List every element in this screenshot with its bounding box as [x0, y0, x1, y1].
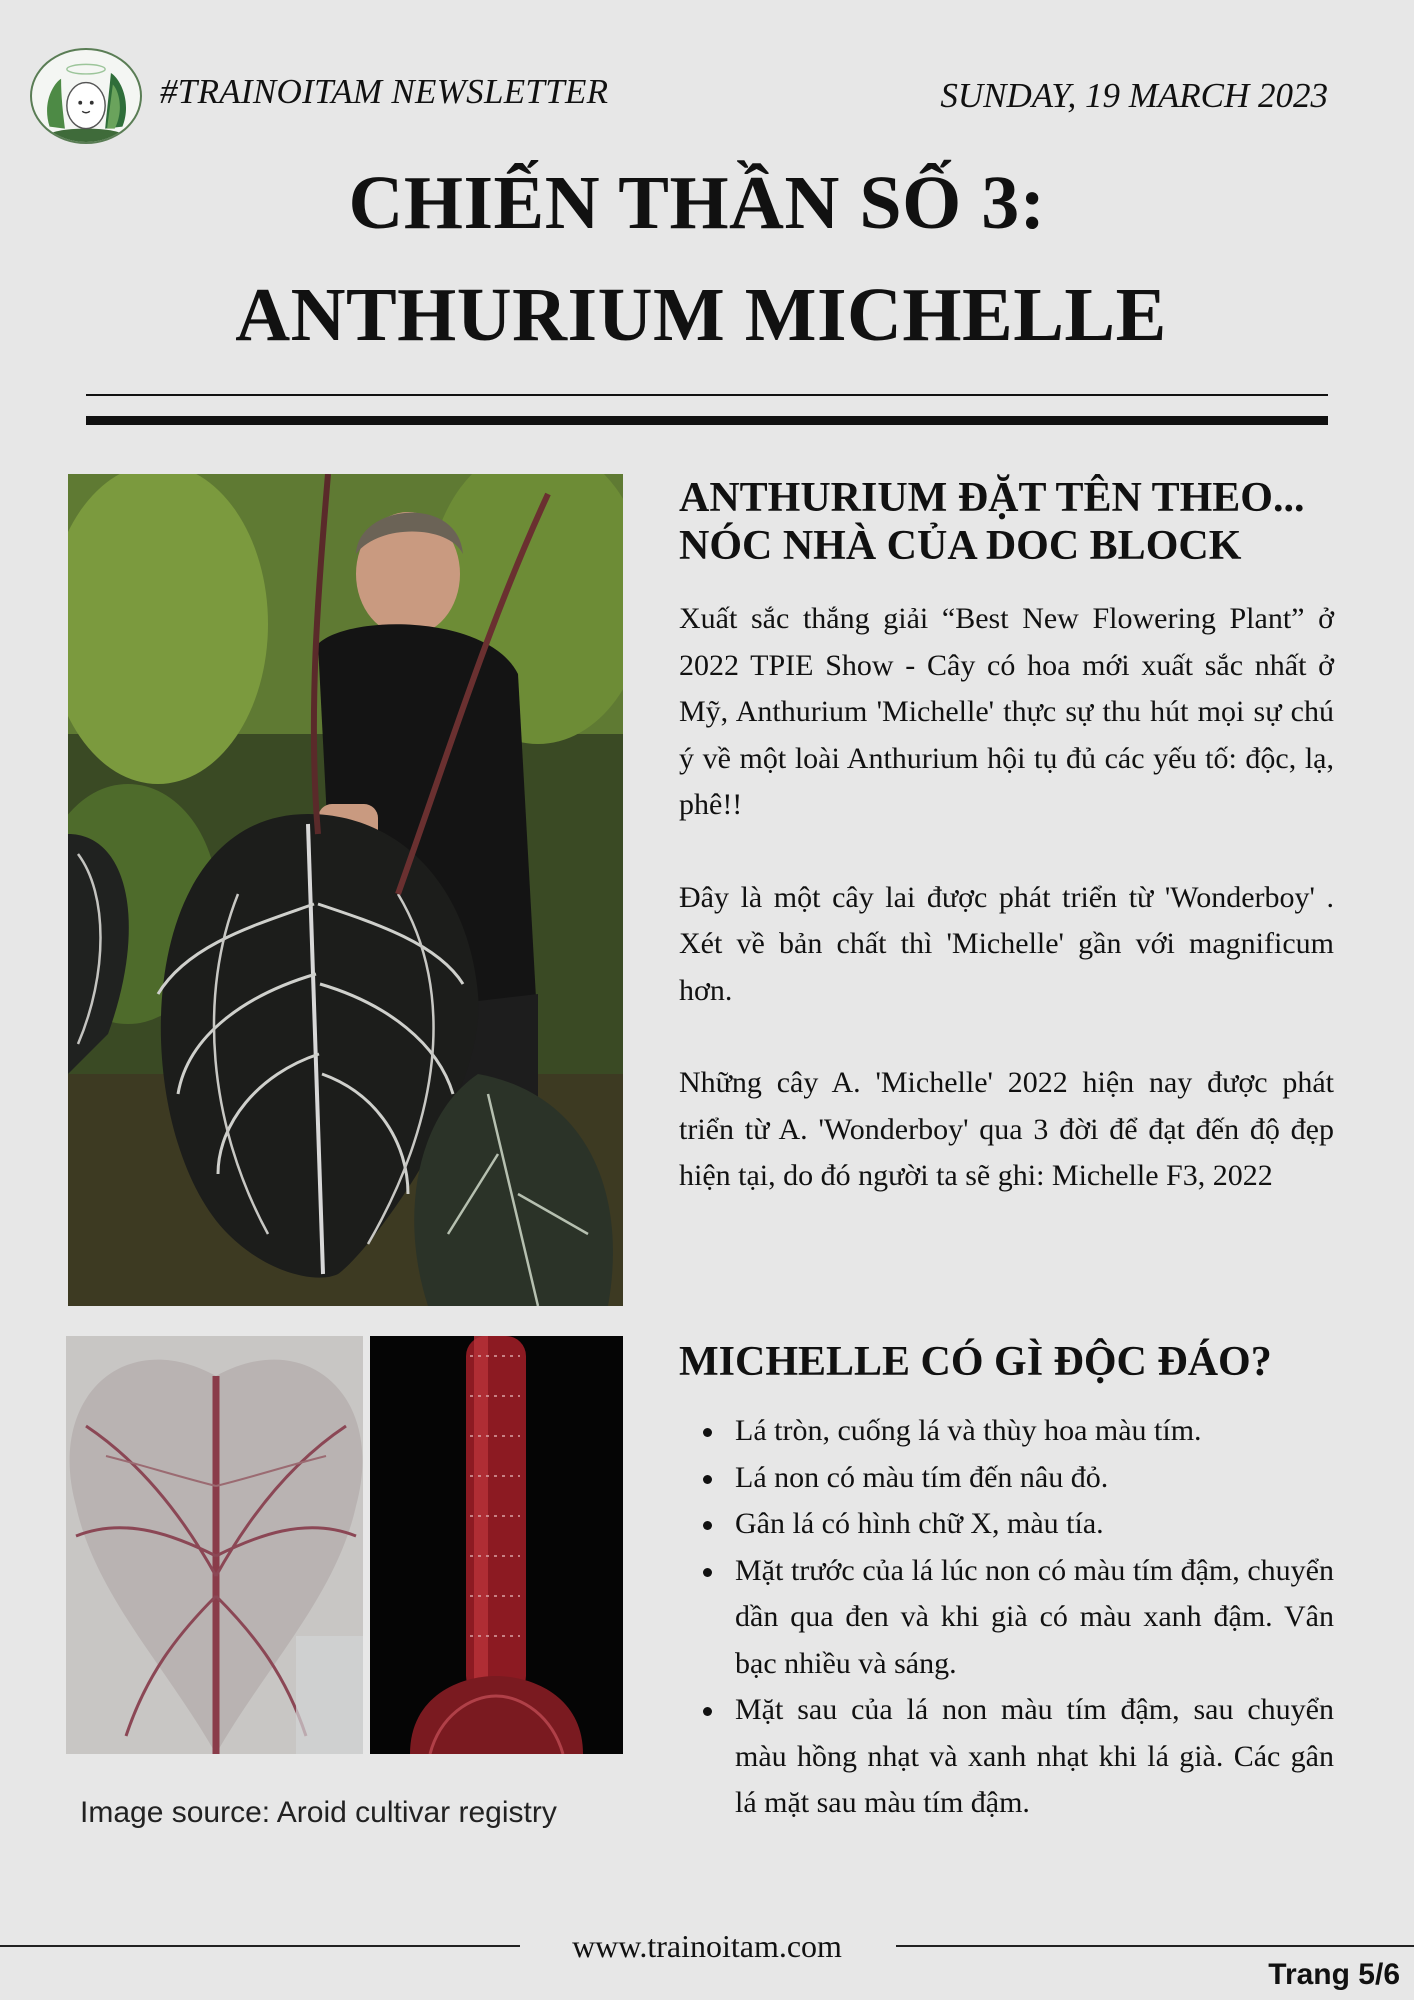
feature-list — [679, 1408, 1334, 1827]
man-with-anthurium-photo — [68, 474, 623, 1306]
list-item: Mặt sau của lá non màu tím đậm, sau chuyển màu hồng nhạt và xanh nhạt khi lá già. Các gân lá mặt sau màu tím đậm. — [679, 1687, 1334, 1827]
list-item: Gân lá có hình chữ X, màu tía. — [679, 1501, 1334, 1548]
section-heading-line-1: ANTHURIUM ĐẶT TÊN THEO... — [679, 475, 1305, 521]
plant-logo-icon — [30, 48, 142, 144]
title-rule-thick — [86, 416, 1328, 425]
paragraph: Xuất sắc thắng giải “Best New Flowering Plant” ở 2022 TPIE Show - Cây có hoa mới xuất sắc nhất ở Mỹ, Anthurium 'Michelle' thực sự thu hút mọi sự chú ý về một loài Anthurium hội tụ đủ các yếu tố: độc, lạ, phê!! — [679, 602, 1334, 821]
newsletter-name: #TRAINOITAM NEWSLETTER — [160, 72, 609, 111]
section-body — [679, 596, 1334, 1246]
title-rule-thin — [86, 394, 1328, 396]
list-item: Mặt trước của lá lúc non có màu tím đậm, chuyển dần qua đen và khi già có màu xanh đậm. Vân bạc nhiều và sáng. — [679, 1548, 1334, 1688]
section-heading-line-2: NÓC NHÀ CỦA DOC BLOCK — [679, 523, 1242, 569]
page-number: Trang 5/6 — [1268, 1958, 1400, 1991]
issue-date: SUNDAY, 19 MARCH 2023 — [940, 76, 1328, 115]
red-stem-photo — [370, 1336, 623, 1754]
list-item: Lá non có màu tím đến nâu đỏ. — [679, 1455, 1334, 1502]
paragraph: Đây là một cây lai được phát triển từ 'Wonderboy' . Xét về bản chất thì 'Michelle' gần với magnificum hơn. — [679, 880, 1334, 1007]
website-link[interactable]: www.trainoitam.com — [572, 1928, 842, 1964]
image-source-caption: Image source: Aroid cultivar registry — [80, 1796, 557, 1829]
leaf-underside-photo — [66, 1336, 363, 1754]
section-heading-features: MICHELLE CÓ GÌ ĐỘC ĐÁO? — [679, 1339, 1272, 1385]
section-heading-origin — [679, 474, 1334, 570]
page-title-line-1: CHIẾN THẦN SỐ 3: — [348, 161, 1046, 245]
page-title-line-2: ANTHURIUM MICHELLE — [235, 273, 1167, 357]
list-item: Lá tròn, cuống lá và thùy hoa màu tím. — [679, 1408, 1334, 1455]
paragraph: Những cây A. 'Michelle' 2022 hiện nay được phát triển từ A. 'Wonderboy' qua 3 đời để đạt đến độ đẹp hiện tại, do đó người ta sẽ ghi: Michelle F3, 2022 — [679, 1066, 1334, 1192]
